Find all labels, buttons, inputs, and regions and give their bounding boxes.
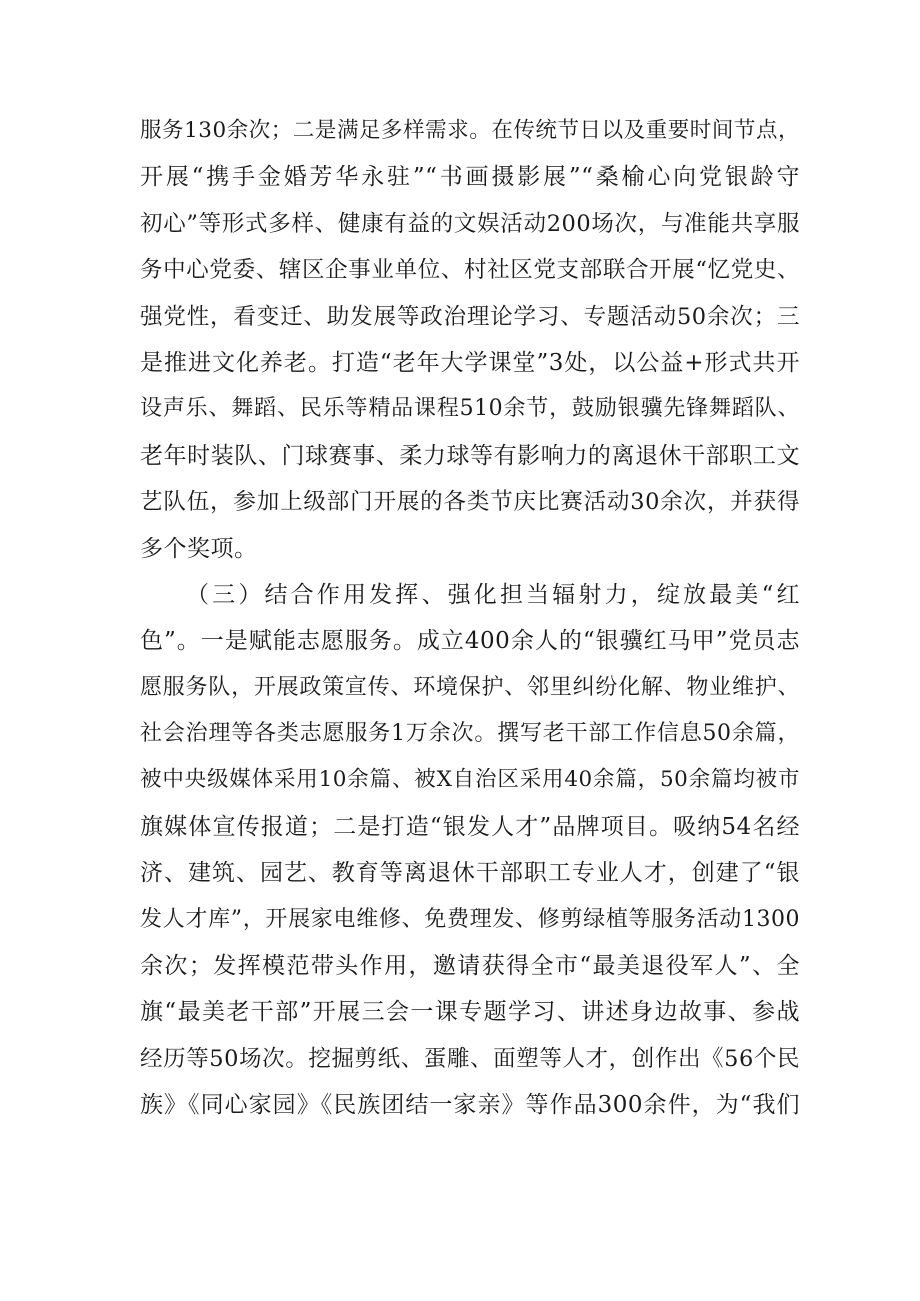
text-line: 初心”等形式多样、健康有益的文娱活动200场次，与准能共享服	[140, 210, 800, 237]
text-line: 旗“最美老干部”开展三会一课专题学习、讲述身边故事、参战	[140, 999, 800, 1026]
text-line: 余次；发挥模范带头作用，邀请获得全市“最美退役军人”、全	[140, 953, 800, 980]
section-heading-line: （三）结合作用发挥、强化担当辐射力，绽放最美“红	[186, 581, 800, 608]
text-line: 多个奖项。	[140, 535, 258, 562]
text-line: 社会治理等各类志愿服务1万余次。撰写老干部工作信息50余篇，	[140, 721, 800, 747]
text-line: 愿服务队，开展政策宣传、环境保护、邻里纠纷化解、物业维护、	[140, 674, 800, 700]
text-line: 色”。一是赋能志愿服务。成立400余人的“银骥红马甲”党员志	[140, 628, 800, 655]
body-text	[140, 108, 800, 1129]
text-line: 强党性，看变迁、助发展等政治理论学习、专题活动50余次；三	[140, 303, 800, 330]
text-line: 老年时装队、门球赛事、柔力球等有影响力的离退休干部职工文	[140, 442, 800, 469]
text-line: 是推进文化养老。打造“老年大学课堂”3处，以公益+形式共开	[140, 349, 800, 376]
text-line: 旗媒体宣传报道；二是打造“银发人才”品牌项目。吸纳54名经	[140, 813, 800, 840]
text-line: 务中心党委、辖区企事业单位、村社区党支部联合开展“忆党史、	[140, 257, 800, 284]
text-line: 服务130余次；二是满足多样需求。在传统节日以及重要时间节点，	[140, 118, 800, 143]
text-line: 开展“携手金婚芳华永驻”“书画摄影展”“桑榆心向党银龄守	[140, 164, 800, 191]
text-line: 族》《同心家园》《民族团结一家亲》等作品300余件，为“我们	[140, 1092, 800, 1119]
text-line: 艺队伍，参加上级部门开展的各类节庆比赛活动30余次，并获得	[140, 489, 800, 516]
text-line: 被中央级媒体采用10余篇、被X自治区采用40余篇，50余篇均被市	[140, 767, 800, 793]
text-line: 设声乐、舞蹈、民乐等精品课程510余节，鼓励银骥先锋舞蹈队、	[140, 396, 800, 422]
text-line: 经历等50场次。挖掘剪纸、蛋雕、面塑等人才，创作出《56个民	[140, 1045, 800, 1072]
text-line: 济、建筑、园艺、教育等离退休干部职工专业人才，创建了“银	[140, 860, 800, 887]
text-line: 发人才库”，开展家电维修、免费理发、修剪绿植等服务活动1300	[140, 906, 800, 932]
